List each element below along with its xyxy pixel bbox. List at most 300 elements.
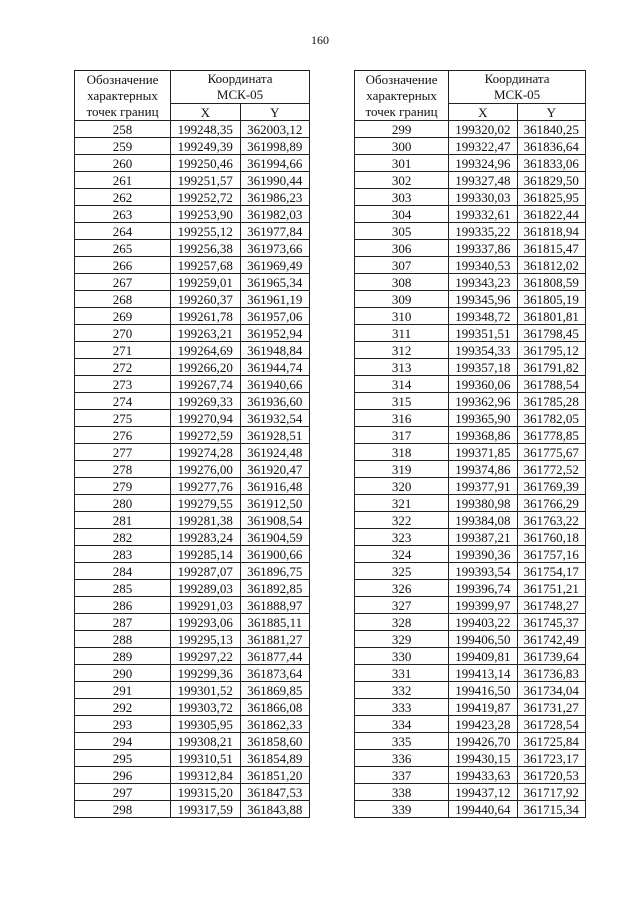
point-number-cell: 318 <box>355 444 449 461</box>
x-coordinate-cell: 199320,02 <box>449 121 517 138</box>
designation-header-line: Обозначение <box>86 71 159 87</box>
x-coordinate-cell: 199283,24 <box>171 529 240 546</box>
y-coordinate-cell: 361829,50 <box>517 172 585 189</box>
coordinate-header-line: МСК-05 <box>216 87 264 102</box>
y-header: Y <box>517 104 585 121</box>
table-row <box>355 121 586 138</box>
table-row <box>355 614 586 631</box>
x-header: X <box>449 104 517 121</box>
y-coordinate-cell: 361969,49 <box>240 257 309 274</box>
point-number-cell: 299 <box>355 121 449 138</box>
point-number-cell: 324 <box>355 546 449 563</box>
y-coordinate-cell: 361858,60 <box>240 733 309 750</box>
y-coordinate-cell: 361775,67 <box>517 444 585 461</box>
point-number-cell: 263 <box>75 206 171 223</box>
y-coordinate-cell: 361822,44 <box>517 206 585 223</box>
point-number-cell: 301 <box>355 155 449 172</box>
table-row <box>75 648 310 665</box>
point-number-cell: 327 <box>355 597 449 614</box>
table-row <box>355 359 586 376</box>
y-coordinate-cell: 361731,27 <box>517 699 585 716</box>
x-coordinate-cell: 199406,50 <box>449 631 517 648</box>
table-row <box>75 138 310 155</box>
x-coordinate-cell: 199396,74 <box>449 580 517 597</box>
point-number-cell: 316 <box>355 410 449 427</box>
table-row <box>75 257 310 274</box>
point-number-cell: 339 <box>355 801 449 818</box>
table-row <box>355 240 586 257</box>
y-coordinate-cell: 361847,53 <box>240 784 309 801</box>
y-coordinate-cell: 361745,37 <box>517 614 585 631</box>
y-coordinate-cell: 361869,85 <box>240 682 309 699</box>
point-number-cell: 298 <box>75 801 171 818</box>
x-coordinate-cell: 199263,21 <box>171 325 240 342</box>
x-header: X <box>171 104 240 121</box>
point-number-cell: 278 <box>75 461 171 478</box>
x-coordinate-cell: 199266,20 <box>171 359 240 376</box>
table-row <box>75 495 310 512</box>
point-number-cell: 279 <box>75 478 171 495</box>
table-row <box>355 138 586 155</box>
page-number: 160 <box>311 33 329 47</box>
point-number-cell: 276 <box>75 427 171 444</box>
y-coordinate-cell: 361982,03 <box>240 206 309 223</box>
y-coordinate-cell: 361952,94 <box>240 325 309 342</box>
table-row <box>75 274 310 291</box>
y-coordinate-cell: 361782,05 <box>517 410 585 427</box>
x-coordinate-cell: 199269,33 <box>171 393 240 410</box>
x-coordinate-cell: 199308,21 <box>171 733 240 750</box>
x-coordinate-cell: 199433,63 <box>449 767 517 784</box>
y-coordinate-cell: 361896,75 <box>240 563 309 580</box>
table-row <box>75 410 310 427</box>
point-number-cell: 322 <box>355 512 449 529</box>
y-coordinate-cell: 361851,20 <box>240 767 309 784</box>
table-row <box>75 325 310 342</box>
point-number-cell: 325 <box>355 563 449 580</box>
point-number-cell: 265 <box>75 240 171 257</box>
x-coordinate-cell: 199272,59 <box>171 427 240 444</box>
x-coordinate-cell: 199368,86 <box>449 427 517 444</box>
table-row <box>75 223 310 240</box>
x-coordinate-cell: 199295,13 <box>171 631 240 648</box>
point-number-cell: 329 <box>355 631 449 648</box>
y-coordinate-cell: 361734,04 <box>517 682 585 699</box>
y-coordinate-cell: 361808,59 <box>517 274 585 291</box>
y-coordinate-cell: 361948,84 <box>240 342 309 359</box>
table-row <box>75 546 310 563</box>
point-number-cell: 291 <box>75 682 171 699</box>
y-coordinate-cell: 361785,28 <box>517 393 585 410</box>
coordinate-header <box>171 71 310 104</box>
point-number-cell: 307 <box>355 257 449 274</box>
table-row <box>355 750 586 767</box>
y-coordinate-cell: 361965,34 <box>240 274 309 291</box>
y-coordinate-cell: 361936,60 <box>240 393 309 410</box>
x-coordinate-cell: 199340,53 <box>449 257 517 274</box>
y-coordinate-cell: 361998,89 <box>240 138 309 155</box>
table-row <box>355 393 586 410</box>
point-number-cell: 309 <box>355 291 449 308</box>
x-coordinate-cell: 199330,03 <box>449 189 517 206</box>
y-coordinate-cell: 361754,17 <box>517 563 585 580</box>
point-number-cell: 328 <box>355 614 449 631</box>
y-coordinate-cell: 361932,54 <box>240 410 309 427</box>
x-coordinate-cell: 199251,57 <box>171 172 240 189</box>
designation-header-line: точек границ <box>365 103 438 119</box>
y-coordinate-cell: 361798,45 <box>517 325 585 342</box>
coordinates-table-right <box>354 70 586 818</box>
point-number-cell: 313 <box>355 359 449 376</box>
point-number-cell: 330 <box>355 648 449 665</box>
y-coordinate-cell: 361892,85 <box>240 580 309 597</box>
y-coordinate-cell: 361854,89 <box>240 750 309 767</box>
y-coordinate-cell: 361725,84 <box>517 733 585 750</box>
table-row <box>75 699 310 716</box>
y-coordinate-cell: 361769,39 <box>517 478 585 495</box>
table-row <box>75 733 310 750</box>
point-number-cell: 319 <box>355 461 449 478</box>
table-row <box>355 597 586 614</box>
y-coordinate-cell: 361766,29 <box>517 495 585 512</box>
coordinates-table-body <box>75 121 310 818</box>
x-coordinate-cell: 199303,72 <box>171 699 240 716</box>
y-coordinate-cell: 361944,74 <box>240 359 309 376</box>
table-row <box>75 682 310 699</box>
table-row <box>75 631 310 648</box>
point-number-cell: 304 <box>355 206 449 223</box>
table-row <box>75 308 310 325</box>
point-number-cell: 283 <box>75 546 171 563</box>
y-coordinate-cell: 361961,19 <box>240 291 309 308</box>
y-coordinate-cell: 361885,11 <box>240 614 309 631</box>
y-coordinate-cell: 361924,48 <box>240 444 309 461</box>
table-row <box>75 801 310 818</box>
table-row <box>75 784 310 801</box>
y-coordinate-cell: 361888,97 <box>240 597 309 614</box>
x-coordinate-cell: 199423,28 <box>449 716 517 733</box>
coordinates-table-left <box>74 70 310 818</box>
table-row <box>355 580 586 597</box>
table-row <box>355 308 586 325</box>
x-coordinate-cell: 199253,90 <box>171 206 240 223</box>
table-row <box>75 614 310 631</box>
table-row <box>355 665 586 682</box>
x-coordinate-cell: 199348,72 <box>449 308 517 325</box>
x-coordinate-cell: 199312,84 <box>171 767 240 784</box>
point-number-cell: 277 <box>75 444 171 461</box>
coordinate-header-line: МСК-05 <box>493 87 541 102</box>
y-coordinate-cell: 361916,48 <box>240 478 309 495</box>
x-coordinate-cell: 199257,68 <box>171 257 240 274</box>
point-number-cell: 280 <box>75 495 171 512</box>
x-coordinate-cell: 199332,61 <box>449 206 517 223</box>
y-coordinate-cell: 361812,02 <box>517 257 585 274</box>
y-coordinate-cell: 361825,95 <box>517 189 585 206</box>
y-coordinate-cell: 361908,54 <box>240 512 309 529</box>
point-number-cell: 262 <box>75 189 171 206</box>
x-coordinate-cell: 199374,86 <box>449 461 517 478</box>
x-coordinate-cell: 199315,20 <box>171 784 240 801</box>
point-number-cell: 272 <box>75 359 171 376</box>
table-row <box>355 716 586 733</box>
point-number-cell: 286 <box>75 597 171 614</box>
point-number-cell: 323 <box>355 529 449 546</box>
table-row <box>75 155 310 172</box>
table-row <box>75 767 310 784</box>
x-coordinate-cell: 199416,50 <box>449 682 517 699</box>
table-row <box>355 801 586 818</box>
table-row <box>355 682 586 699</box>
y-coordinate-cell: 361801,81 <box>517 308 585 325</box>
point-number-cell: 260 <box>75 155 171 172</box>
y-coordinate-cell: 361881,27 <box>240 631 309 648</box>
table-row <box>75 359 310 376</box>
x-coordinate-cell: 199274,28 <box>171 444 240 461</box>
y-coordinate-cell: 361715,34 <box>517 801 585 818</box>
coordinate-header-line: Координата <box>484 71 550 86</box>
table-row <box>75 189 310 206</box>
x-coordinate-cell: 199317,59 <box>171 801 240 818</box>
y-coordinate-cell: 361928,51 <box>240 427 309 444</box>
y-coordinate-cell: 361751,21 <box>517 580 585 597</box>
point-number-cell: 302 <box>355 172 449 189</box>
x-coordinate-cell: 199277,76 <box>171 478 240 495</box>
point-number-cell: 288 <box>75 631 171 648</box>
x-coordinate-cell: 199351,51 <box>449 325 517 342</box>
table-row <box>355 189 586 206</box>
point-number-cell: 314 <box>355 376 449 393</box>
table-row <box>355 563 586 580</box>
point-number-cell: 284 <box>75 563 171 580</box>
y-coordinate-cell: 361772,52 <box>517 461 585 478</box>
x-coordinate-cell: 199409,81 <box>449 648 517 665</box>
y-coordinate-cell: 361836,64 <box>517 138 585 155</box>
table-row <box>75 461 310 478</box>
table-row <box>355 631 586 648</box>
x-coordinate-cell: 199287,07 <box>171 563 240 580</box>
designation-header <box>75 71 171 121</box>
point-number-cell: 332 <box>355 682 449 699</box>
point-number-cell: 331 <box>355 665 449 682</box>
x-coordinate-cell: 199437,12 <box>449 784 517 801</box>
x-coordinate-cell: 199248,35 <box>171 121 240 138</box>
x-coordinate-cell: 199384,08 <box>449 512 517 529</box>
point-number-cell: 285 <box>75 580 171 597</box>
point-number-cell: 295 <box>75 750 171 767</box>
y-coordinate-cell: 361920,47 <box>240 461 309 478</box>
point-number-cell: 300 <box>355 138 449 155</box>
table-row <box>75 240 310 257</box>
point-number-cell: 275 <box>75 410 171 427</box>
x-coordinate-cell: 199264,69 <box>171 342 240 359</box>
table-row <box>355 410 586 427</box>
table-row <box>355 172 586 189</box>
x-coordinate-cell: 199310,51 <box>171 750 240 767</box>
x-coordinate-cell: 199276,00 <box>171 461 240 478</box>
table-row <box>75 665 310 682</box>
y-coordinate-cell: 361912,50 <box>240 495 309 512</box>
table-row <box>355 461 586 478</box>
point-number-cell: 296 <box>75 767 171 784</box>
table-row <box>75 750 310 767</box>
table-row <box>355 444 586 461</box>
y-coordinate-cell: 361720,53 <box>517 767 585 784</box>
point-number-cell: 267 <box>75 274 171 291</box>
designation-header-line: характерных <box>87 87 158 103</box>
table-row <box>75 172 310 189</box>
y-coordinate-cell: 361795,12 <box>517 342 585 359</box>
y-coordinate-cell: 361840,25 <box>517 121 585 138</box>
point-number-cell: 294 <box>75 733 171 750</box>
point-number-cell: 336 <box>355 750 449 767</box>
x-coordinate-cell: 199354,33 <box>449 342 517 359</box>
x-coordinate-cell: 199324,96 <box>449 155 517 172</box>
table-row <box>75 393 310 410</box>
y-coordinate-cell: 361877,44 <box>240 648 309 665</box>
x-coordinate-cell: 199365,90 <box>449 410 517 427</box>
table-row <box>75 563 310 580</box>
y-coordinate-cell: 361904,59 <box>240 529 309 546</box>
x-coordinate-cell: 199285,14 <box>171 546 240 563</box>
table-row <box>355 257 586 274</box>
x-coordinate-cell: 199426,70 <box>449 733 517 750</box>
table-row <box>355 478 586 495</box>
y-coordinate-cell: 361990,44 <box>240 172 309 189</box>
coordinates-table-body <box>355 121 586 818</box>
x-coordinate-cell: 199267,74 <box>171 376 240 393</box>
x-coordinate-cell: 199419,87 <box>449 699 517 716</box>
point-number-cell: 297 <box>75 784 171 801</box>
point-number-cell: 271 <box>75 342 171 359</box>
x-coordinate-cell: 199440,64 <box>449 801 517 818</box>
y-coordinate-cell: 361791,82 <box>517 359 585 376</box>
table-row <box>75 478 310 495</box>
y-coordinate-cell: 361815,47 <box>517 240 585 257</box>
y-coordinate-cell: 361739,64 <box>517 648 585 665</box>
table-row <box>355 291 586 308</box>
point-number-cell: 321 <box>355 495 449 512</box>
x-coordinate-cell: 199291,03 <box>171 597 240 614</box>
y-coordinate-cell: 361843,88 <box>240 801 309 818</box>
x-coordinate-cell: 199249,39 <box>171 138 240 155</box>
x-coordinate-cell: 199252,72 <box>171 189 240 206</box>
point-number-cell: 270 <box>75 325 171 342</box>
table-row <box>75 427 310 444</box>
point-number-cell: 261 <box>75 172 171 189</box>
table-row <box>355 223 586 240</box>
x-coordinate-cell: 199399,97 <box>449 597 517 614</box>
table-row <box>75 376 310 393</box>
y-coordinate-cell: 361748,27 <box>517 597 585 614</box>
x-coordinate-cell: 199371,85 <box>449 444 517 461</box>
y-coordinate-cell: 361736,83 <box>517 665 585 682</box>
point-number-cell: 312 <box>355 342 449 359</box>
table-row <box>355 427 586 444</box>
point-number-cell: 281 <box>75 512 171 529</box>
y-coordinate-cell: 361862,33 <box>240 716 309 733</box>
table-row <box>355 495 586 512</box>
point-number-cell: 303 <box>355 189 449 206</box>
y-coordinate-cell: 361778,85 <box>517 427 585 444</box>
point-number-cell: 274 <box>75 393 171 410</box>
table-row <box>355 784 586 801</box>
point-number-cell: 259 <box>75 138 171 155</box>
point-number-cell: 289 <box>75 648 171 665</box>
table-row <box>75 597 310 614</box>
x-coordinate-cell: 199337,86 <box>449 240 517 257</box>
point-number-cell: 273 <box>75 376 171 393</box>
y-coordinate-cell: 361742,49 <box>517 631 585 648</box>
table-row <box>355 206 586 223</box>
y-coordinate-cell: 362003,12 <box>240 121 309 138</box>
table-row <box>355 325 586 342</box>
point-number-cell: 310 <box>355 308 449 325</box>
x-coordinate-cell: 199403,22 <box>449 614 517 631</box>
designation-header <box>355 71 449 121</box>
y-coordinate-cell: 361757,16 <box>517 546 585 563</box>
x-coordinate-cell: 199387,21 <box>449 529 517 546</box>
table-row <box>355 529 586 546</box>
point-number-cell: 333 <box>355 699 449 716</box>
y-coordinate-cell: 361805,19 <box>517 291 585 308</box>
x-coordinate-cell: 199256,38 <box>171 240 240 257</box>
table-row <box>355 767 586 784</box>
table-row <box>355 733 586 750</box>
x-coordinate-cell: 199305,95 <box>171 716 240 733</box>
table-row <box>75 444 310 461</box>
designation-header-line: Обозначение <box>365 71 438 87</box>
designation-header-line: характерных <box>366 87 437 103</box>
table-row <box>75 206 310 223</box>
x-coordinate-cell: 199322,47 <box>449 138 517 155</box>
y-coordinate-cell: 361717,92 <box>517 784 585 801</box>
x-coordinate-cell: 199345,96 <box>449 291 517 308</box>
x-coordinate-cell: 199297,22 <box>171 648 240 665</box>
y-coordinate-cell: 361957,06 <box>240 308 309 325</box>
x-coordinate-cell: 199360,06 <box>449 376 517 393</box>
table-header-row <box>355 71 586 104</box>
x-coordinate-cell: 199301,52 <box>171 682 240 699</box>
x-coordinate-cell: 199250,46 <box>171 155 240 172</box>
point-number-cell: 315 <box>355 393 449 410</box>
point-number-cell: 290 <box>75 665 171 682</box>
y-header: Y <box>240 104 309 121</box>
point-number-cell: 269 <box>75 308 171 325</box>
point-number-cell: 305 <box>355 223 449 240</box>
x-coordinate-cell: 199343,23 <box>449 274 517 291</box>
x-coordinate-cell: 199357,18 <box>449 359 517 376</box>
x-coordinate-cell: 199362,96 <box>449 393 517 410</box>
table-row <box>355 274 586 291</box>
table-row <box>75 121 310 138</box>
point-number-cell: 311 <box>355 325 449 342</box>
x-coordinate-cell: 199270,94 <box>171 410 240 427</box>
coordinate-header <box>449 71 586 104</box>
table-row <box>355 376 586 393</box>
x-coordinate-cell: 199255,12 <box>171 223 240 240</box>
point-number-cell: 335 <box>355 733 449 750</box>
point-number-cell: 326 <box>355 580 449 597</box>
point-number-cell: 264 <box>75 223 171 240</box>
table-row <box>355 699 586 716</box>
y-coordinate-cell: 361866,08 <box>240 699 309 716</box>
x-coordinate-cell: 199281,38 <box>171 512 240 529</box>
point-number-cell: 306 <box>355 240 449 257</box>
x-coordinate-cell: 199430,15 <box>449 750 517 767</box>
table-row <box>75 580 310 597</box>
x-coordinate-cell: 199393,54 <box>449 563 517 580</box>
